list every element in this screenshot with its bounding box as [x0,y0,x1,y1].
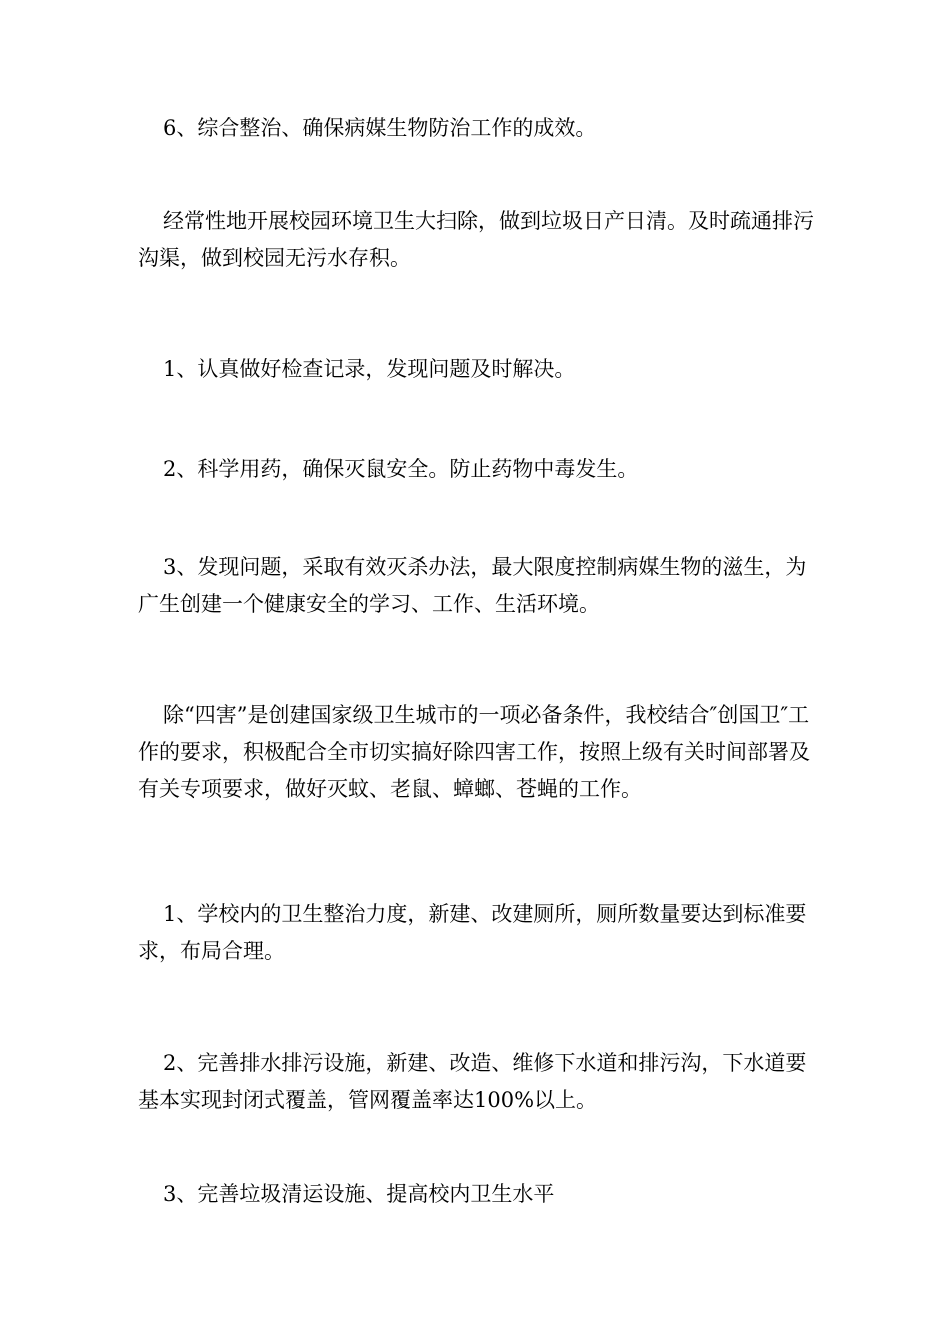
paragraph-5: 3、发现问题，采取有效灭杀办法，最大限度控制病媒生物的滋生，为广生创建一个健康安全的学习、工作、生活环境。 [138,555,807,616]
paragraph-7: 1、学校内的卫生整治力度，新建、改建厕所，厕所数量要达到标准要求，布局合理。 [138,902,807,963]
paragraph-9: 3、完善垃圾清运设施、提高校内卫生水平 [163,1182,555,1206]
paragraph-3: 1、认真做好检查记录，发现问题及时解决。 [163,357,576,381]
paragraph-4: 2、科学用药，确保灭鼠安全。防止药物中毒发生。 [163,457,639,481]
paragraph-8: 2、完善排水排污设施，新建、改造、维修下水道和排污沟，下水道要基本实现封闭式覆盖，管网覆盖率达100%以上。 [138,1051,807,1112]
paragraph-6: 除“四害”是创建国家级卫生城市的一项必备条件，我校结合″创国卫″工作的要求，积极配合全市切实搞好除四害工作，按照上级有关时间部署及有关专项要求，做好灭蚊、老鼠、蟑螂、苍蝇的工作。 [138,703,810,801]
paragraph-1: 6、综合整治、确保病媒生物防治工作的成效。 [163,116,597,140]
paragraph-2: 经常性地开展校园环境卫生大扫除，做到垃圾日产日清。及时疏通排污沟渠，做到校园无污水存积。 [138,209,814,270]
